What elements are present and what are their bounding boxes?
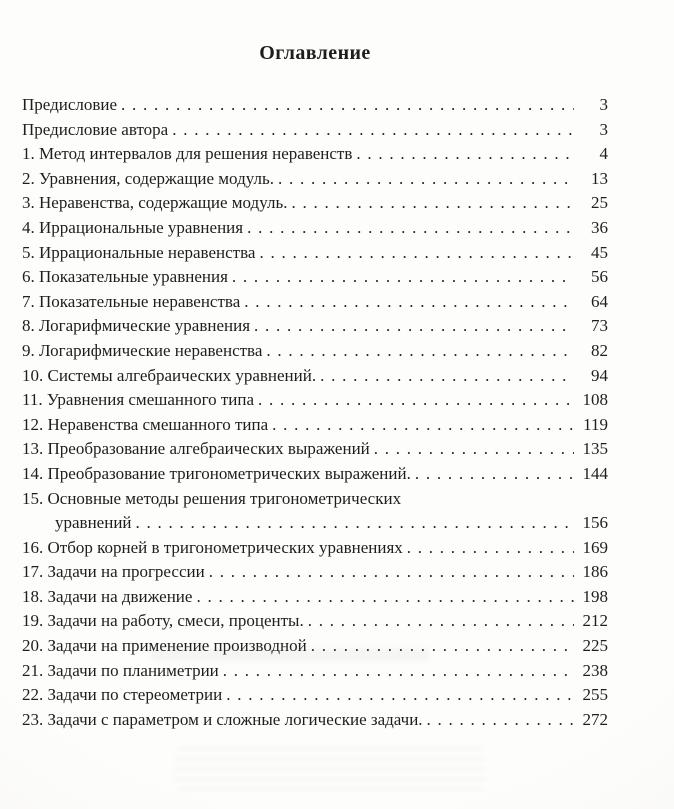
toc-entry	[22, 659, 608, 684]
toc-entry	[22, 290, 608, 315]
toc-entry-page: 36	[591, 217, 608, 237]
dot-leader	[403, 536, 574, 561]
toc-entry-page: 156	[582, 513, 608, 533]
toc-entry-page: 25	[591, 193, 608, 213]
toc-entry	[22, 634, 608, 659]
toc-entry-page: 169	[582, 537, 608, 557]
dot-leader	[222, 683, 574, 708]
dot-leader	[268, 413, 574, 438]
page-showthrough-smudge	[175, 748, 485, 790]
dot-leader	[304, 609, 574, 634]
toc-entry-label: 14. Преобразование тригонометрических выражений.	[22, 463, 411, 483]
toc-entry	[22, 364, 608, 389]
toc-entry-page: 198	[582, 586, 608, 606]
dot-leader	[411, 462, 574, 487]
toc-entry-label: 3. Неравенства, содержащие модуль.	[22, 193, 288, 213]
toc-entry-label: 18. Задачи на движение	[22, 586, 193, 606]
toc-entry	[22, 437, 608, 462]
toc-entry-page: 119	[583, 414, 608, 434]
toc-entry-page: 3	[599, 119, 608, 139]
toc-entry-page: 225	[582, 636, 608, 656]
toc-entry-page: 4	[599, 144, 608, 164]
toc-entry-page: 13	[591, 168, 608, 188]
toc-entry	[22, 413, 608, 438]
toc-entry-page: 186	[582, 562, 608, 582]
dot-leader	[262, 339, 574, 364]
dot-leader	[423, 708, 574, 733]
toc-entry-label: 20. Задачи на применение производной	[22, 636, 307, 656]
toc-entry	[22, 118, 608, 143]
toc-entry-page: 64	[591, 291, 608, 311]
toc-entry	[22, 167, 608, 192]
dot-leader	[254, 388, 574, 413]
toc-entry-page: 135	[582, 439, 608, 459]
dot-leader	[316, 364, 574, 389]
toc-entry-label: 5. Иррациональные неравенства	[22, 242, 256, 262]
toc-entry	[22, 388, 608, 413]
toc-entry-label: Предисловие автора	[22, 119, 169, 139]
toc-entry-page: 212	[582, 611, 608, 631]
toc-entry-line2	[22, 511, 608, 536]
toc-entry-label: Предисловие	[22, 95, 118, 114]
toc-entry-label: 1. Метод интервалов для решения неравенств	[22, 144, 353, 164]
toc-entry	[22, 708, 608, 733]
dot-leader	[352, 142, 574, 167]
dot-leader	[240, 290, 574, 315]
toc-entry-page: 94	[591, 365, 608, 385]
toc-entry-label: 15. Основные методы решения тригонометрических	[22, 488, 402, 508]
toc-entry	[22, 241, 608, 266]
toc-entry-label: 10. Системы алгебраических уравнений.	[22, 365, 317, 385]
dot-leader	[274, 167, 574, 192]
toc-entry-label: 21. Задачи по планиметрии	[22, 660, 219, 680]
toc-entry-label: 13. Преобразование алгебраических выражений	[22, 439, 370, 459]
toc-entry-label: 6. Показательные уравнения	[22, 267, 228, 287]
dot-leader	[243, 216, 574, 241]
dot-leader	[132, 511, 574, 536]
dot-leader	[117, 93, 574, 118]
toc-entry	[22, 462, 608, 487]
toc-entry-label: 23. Задачи с параметром и сложные логические задачи.	[22, 709, 423, 729]
toc-entry-label: 2. Уравнения, содержащие модуль.	[22, 168, 274, 188]
toc-entry-page: 73	[591, 316, 608, 336]
dot-leader	[287, 191, 574, 216]
toc-entry-page: 255	[582, 685, 608, 705]
dot-leader	[370, 437, 574, 462]
toc-entry-page: 272	[582, 709, 608, 729]
dot-leader	[250, 314, 574, 339]
toc-entry-label: 8. Логарифмические уравнения	[22, 316, 251, 336]
toc-entry-label: 9. Логарифмические неравенства	[22, 340, 263, 360]
dot-leader	[307, 634, 574, 659]
toc-entry-label: 17. Задачи на прогрессии	[22, 562, 205, 582]
toc-entry	[22, 536, 608, 561]
page-title: Оглавление	[259, 42, 371, 64]
toc-entry	[22, 216, 608, 241]
toc-entry-label: 16. Отбор корней в тригонометрических уравнениях	[22, 537, 403, 557]
toc-entry-label: 19. Задачи на работу, смеси, проценты.	[22, 611, 304, 631]
dot-leader	[228, 265, 574, 290]
dot-leader	[205, 560, 574, 585]
toc-entry-label: 12. Неравенства смешанного типа	[22, 414, 269, 434]
toc-entry-page: 144	[582, 463, 608, 483]
toc-entry-page: 3	[599, 95, 608, 114]
toc-entry-page: 45	[591, 242, 608, 262]
toc-entry-page: 82	[591, 340, 608, 360]
toc-entry-label: 11. Уравнения смешанного типа	[22, 390, 255, 410]
toc-entry	[22, 339, 608, 364]
toc-entry	[22, 265, 608, 290]
toc-entry	[22, 585, 608, 610]
toc-entry-label: 7. Показательные неравенства	[22, 291, 241, 311]
toc-entry-label: 4. Иррациональные уравнения	[22, 217, 244, 237]
toc-entry-line1	[22, 487, 608, 512]
dot-leader	[219, 659, 574, 684]
toc-entry	[22, 560, 608, 585]
toc-entry-page: 108	[582, 390, 608, 410]
dot-leader	[192, 585, 574, 610]
toc-entry	[22, 609, 608, 634]
toc-entry-page: 56	[591, 267, 608, 287]
toc-entry	[22, 191, 608, 216]
toc-entry-page: 238	[582, 660, 608, 680]
toc-entry	[22, 314, 608, 339]
toc-entry-label: 22. Задачи по стереометрии	[22, 685, 223, 705]
toc-entry	[22, 142, 608, 167]
toc-entry	[22, 683, 608, 708]
toc-entry-label-continuation: уравнений	[55, 513, 132, 533]
toc-entry	[22, 93, 608, 118]
dot-leader	[255, 241, 574, 266]
dot-leader	[168, 118, 574, 143]
